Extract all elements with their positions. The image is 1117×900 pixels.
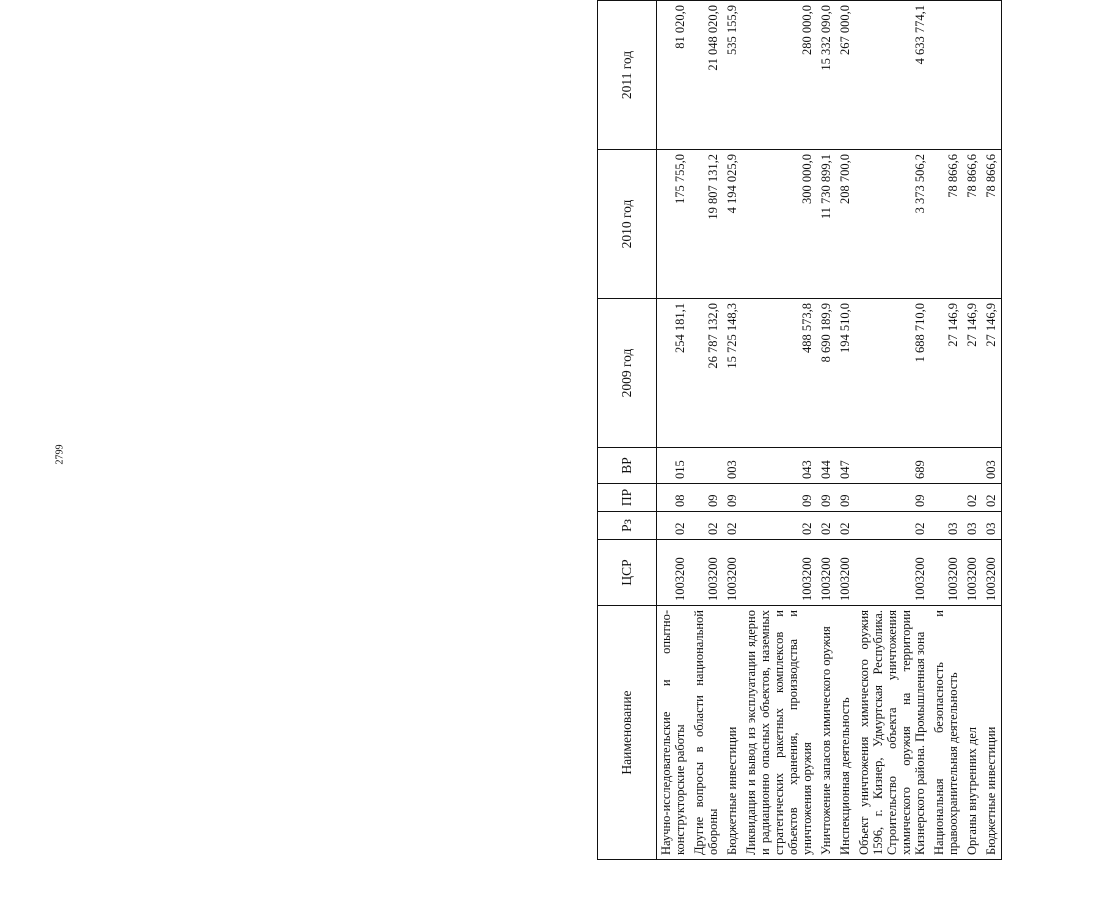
row-rz: 02 bbox=[855, 512, 930, 540]
header-name: Наименование bbox=[598, 606, 657, 860]
row-name: Другие вопросы в области национальной обороны bbox=[690, 606, 723, 860]
row-csr: 1003200 bbox=[723, 540, 742, 606]
row-rz: 02 bbox=[836, 512, 855, 540]
row-vr: 047 bbox=[836, 448, 855, 484]
page-number: 2799 bbox=[54, 444, 66, 465]
row-csr: 1003200 bbox=[817, 540, 836, 606]
row-2010: 19 807 131,2 bbox=[690, 150, 723, 299]
row-vr: 015 bbox=[657, 448, 691, 484]
row-pr: 09 bbox=[723, 484, 742, 512]
row-2011 bbox=[963, 1, 982, 150]
row-2010: 175 755,0 bbox=[657, 150, 691, 299]
header-csr: ЦСР bbox=[598, 540, 657, 606]
row-rz: 02 bbox=[657, 512, 691, 540]
row-rz: 03 bbox=[963, 512, 982, 540]
header-2010: 2010 год bbox=[598, 150, 657, 299]
table-row bbox=[817, 1, 836, 860]
table-row bbox=[982, 1, 1002, 860]
row-pr: 09 bbox=[855, 484, 930, 512]
row-2011: 4 633 774,1 bbox=[855, 1, 930, 150]
row-vr: 043 bbox=[742, 448, 817, 484]
table-row bbox=[855, 1, 930, 860]
row-2010: 78 866,6 bbox=[930, 150, 963, 299]
row-csr: 1003200 bbox=[742, 540, 817, 606]
row-pr bbox=[930, 484, 963, 512]
row-2009: 1 688 710,0 bbox=[855, 299, 930, 448]
row-csr: 1003200 bbox=[963, 540, 982, 606]
row-csr: 1003200 bbox=[930, 540, 963, 606]
row-pr: 09 bbox=[836, 484, 855, 512]
row-2010: 3 373 506,2 bbox=[855, 150, 930, 299]
row-csr: 1003200 bbox=[690, 540, 723, 606]
row-name: Инспекционная деятельность bbox=[836, 606, 855, 860]
row-rz: 03 bbox=[930, 512, 963, 540]
row-2010: 300 000,0 bbox=[742, 150, 817, 299]
row-2009: 194 510,0 bbox=[836, 299, 855, 448]
table-header-row bbox=[598, 1, 657, 860]
row-pr: 02 bbox=[963, 484, 982, 512]
row-2009: 488 573,8 bbox=[742, 299, 817, 448]
row-vr: 689 bbox=[855, 448, 930, 484]
row-rz: 02 bbox=[723, 512, 742, 540]
row-2011: 15 332 090,0 bbox=[817, 1, 836, 150]
table-row bbox=[742, 1, 817, 860]
row-2009: 27 146,9 bbox=[963, 299, 982, 448]
table-row bbox=[657, 1, 691, 860]
header-2011: 2011 год bbox=[598, 1, 657, 150]
header-pr: ПР bbox=[598, 484, 657, 512]
row-2011: 81 020,0 bbox=[657, 1, 691, 150]
row-2011 bbox=[930, 1, 963, 150]
header-2009: 2009 год bbox=[598, 299, 657, 448]
row-vr bbox=[963, 448, 982, 484]
row-pr: 09 bbox=[690, 484, 723, 512]
row-name: Бюджетные инвестиции bbox=[982, 606, 1002, 860]
row-vr: 044 bbox=[817, 448, 836, 484]
row-2010: 78 866,6 bbox=[982, 150, 1002, 299]
row-2009: 254 181,1 bbox=[657, 299, 691, 448]
row-pr: 08 bbox=[657, 484, 691, 512]
header-rz: Рз bbox=[598, 512, 657, 540]
row-csr: 1003200 bbox=[982, 540, 1002, 606]
row-2009: 15 725 148,3 bbox=[723, 299, 742, 448]
row-vr: 003 bbox=[982, 448, 1002, 484]
row-rz: 02 bbox=[742, 512, 817, 540]
row-2011: 267 000,0 bbox=[836, 1, 855, 150]
row-2011: 280 000,0 bbox=[742, 1, 817, 150]
row-2010: 11 730 899,1 bbox=[817, 150, 836, 299]
table-row bbox=[963, 1, 982, 860]
row-2010: 4 194 025,9 bbox=[723, 150, 742, 299]
row-vr: 003 bbox=[723, 448, 742, 484]
row-csr: 1003200 bbox=[855, 540, 930, 606]
row-2009: 8 690 189,9 bbox=[817, 299, 836, 448]
row-2009: 27 146,9 bbox=[930, 299, 963, 448]
row-2009: 27 146,9 bbox=[982, 299, 1002, 448]
row-pr: 02 bbox=[982, 484, 1002, 512]
row-pr: 09 bbox=[742, 484, 817, 512]
row-vr bbox=[690, 448, 723, 484]
row-2011: 21 048 020,0 bbox=[690, 1, 723, 150]
table-row bbox=[836, 1, 855, 860]
row-vr bbox=[930, 448, 963, 484]
table-row bbox=[690, 1, 723, 860]
row-name: Объект уничтожения химического оружия 1596, г. Кизнер, Удмуртская Республика. Строительство объекта уничтожения химического оружия на территории Кизнерского района. Промышленная зона bbox=[855, 606, 930, 860]
row-name: Уничтожение запасов химического оружия bbox=[817, 606, 836, 860]
row-2011 bbox=[982, 1, 1002, 150]
row-name: Ликвидация и вывод из эксплуатации ядерно и радиационно опасных объектов, наземных стратегических ракетных комплексов и объектов хранения, производства и уничтожения оружия bbox=[742, 606, 817, 860]
header-vr: ВР bbox=[598, 448, 657, 484]
row-2010: 208 700,0 bbox=[836, 150, 855, 299]
row-name: Научно-исследовательские и опытно-конструкторские работы bbox=[657, 606, 691, 860]
budget-table bbox=[597, 0, 1002, 860]
row-name: Органы внутренних дел bbox=[963, 606, 982, 860]
row-name: Бюджетные инвестиции bbox=[723, 606, 742, 860]
row-2011: 535 155,9 bbox=[723, 1, 742, 150]
table-row bbox=[723, 1, 742, 860]
rotated-page bbox=[597, 0, 1117, 860]
row-rz: 02 bbox=[817, 512, 836, 540]
row-name: Национальная безопасность и правоохранительная деятельность bbox=[930, 606, 963, 860]
row-csr: 1003200 bbox=[836, 540, 855, 606]
row-rz: 02 bbox=[690, 512, 723, 540]
row-2009: 26 787 132,0 bbox=[690, 299, 723, 448]
row-csr: 1003200 bbox=[657, 540, 691, 606]
row-rz: 03 bbox=[982, 512, 1002, 540]
table-row bbox=[930, 1, 963, 860]
row-pr: 09 bbox=[817, 484, 836, 512]
row-2010: 78 866,6 bbox=[963, 150, 982, 299]
